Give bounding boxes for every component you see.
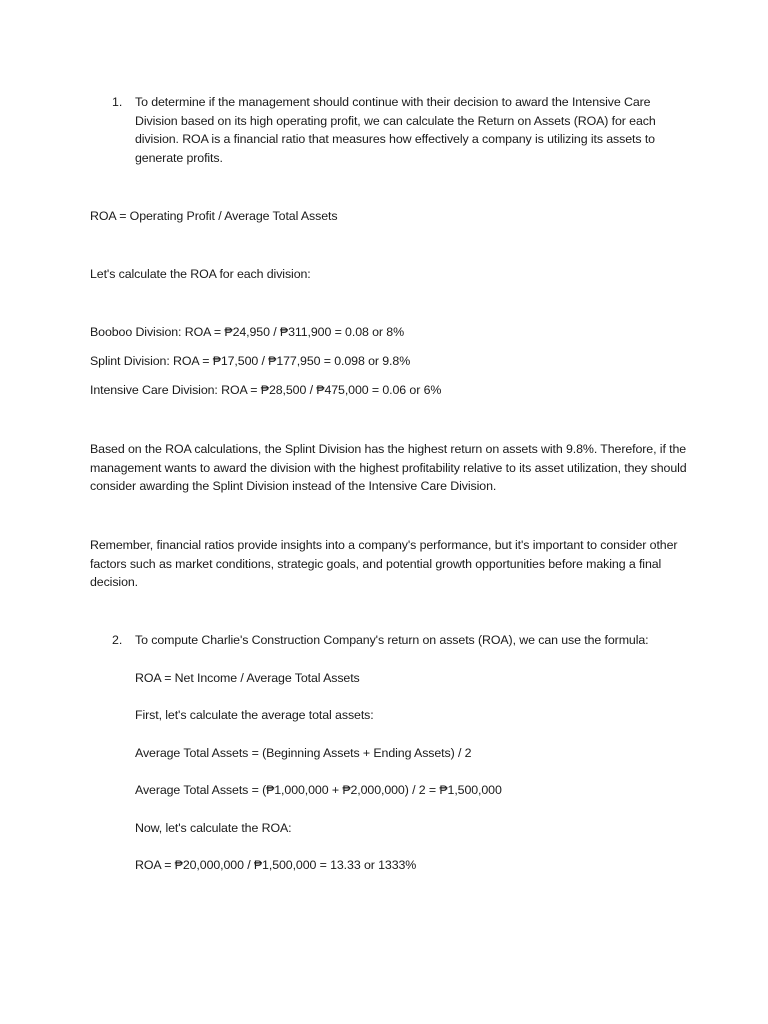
average-assets-formula: Average Total Assets = (Beginning Assets + Ending Assets) / 2 xyxy=(135,746,472,760)
calculation-intro: Let's calculate the ROA for each division: xyxy=(90,267,311,281)
step-roa: Now, let's calculate the ROA: xyxy=(135,821,292,835)
step-average-assets: First, let's calculate the average total assets: xyxy=(135,708,374,722)
roa-formula-operating: ROA = Operating Profit / Average Total Assets xyxy=(90,209,338,223)
intensive-care-division-roa: Intensive Care Division: ROA = ₱28,500 / ₱475,000 = 0.06 or 6% xyxy=(90,383,442,397)
list-number-1: 1. xyxy=(112,95,123,109)
booboo-division-roa: Booboo Division: ROA = ₱24,950 / ₱311,900 = 0.08 or 8% xyxy=(90,325,404,339)
item-1-text: To determine if the management should continue with their decision to award the Intensive Care Division based on its high operating profit, we can calculate the Return on Assets (ROA) for each division. ROA is a financial ratio that measures how effectively a company is utilizing its assets to generate profits. xyxy=(135,95,656,165)
average-assets-calculation: Average Total Assets = (₱1,000,000 + ₱2,000,000) / 2 = ₱1,500,000 xyxy=(135,783,502,797)
roa-formula-net-income: ROA = Net Income / Average Total Assets xyxy=(135,671,360,685)
splint-division-roa: Splint Division: ROA = ₱17,500 / ₱177,950 = 0.098 or 9.8% xyxy=(90,354,411,368)
conclusion-paragraph: Based on the ROA calculations, the Splint Division has the highest return on assets with 9.8%. Therefore, if the management wants to award the division with the highest profitability relative to its asset utilization, they should consider awarding the Splint Division instead of the Intensive Care Division. xyxy=(90,442,687,494)
roa-calculation: ROA = ₱20,000,000 / ₱1,500,000 = 13.33 or 1333% xyxy=(135,858,417,872)
list-number-2: 2. xyxy=(112,633,123,647)
reminder-paragraph: Remember, financial ratios provide insights into a company's performance, but it's important to consider other factors such as market conditions, strategic goals, and potential growth opportunities before making a final decision. xyxy=(90,538,678,590)
item-2-text: To compute Charlie's Construction Company's return on assets (ROA), we can use the formula: xyxy=(135,633,649,647)
